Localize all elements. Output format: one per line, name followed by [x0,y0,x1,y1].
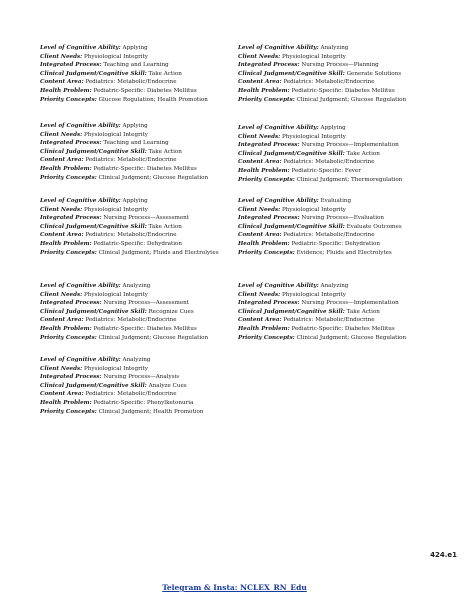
clinical-judgment-line [238,150,434,159]
health-problem-value: Pediatric-Specific: Fever [291,167,361,174]
cognitive-ability-line [238,197,434,206]
health-problem-line [40,325,236,334]
priority-concepts-line [238,249,434,258]
client-needs-line [40,365,236,374]
clinical-judgment-label: Clinical Judgment/Cognitive Skill: [40,148,147,155]
content-area-value: Pediatrics: Metabolic/Endocrine [85,232,177,239]
cognitive-ability-label: Level of Cognitive Ability: [40,45,121,51]
content-area-value: Pediatrics: Metabolic/Endocrine [85,79,177,86]
cognitive-ability-value: Analyzing [320,283,349,289]
priority-concepts-label: Priority Concepts: [40,96,97,103]
integrated-process-line [238,141,434,150]
priority-concepts-value: Clinical Judgment; Thermoregulation [296,176,403,183]
content-area-value: Pediatrics: Metabolic/Endocrine [85,317,177,324]
content-area-label: Content Area: [238,79,282,86]
answer-metadata-block [40,44,236,104]
cognitive-ability-value: Analyzing [122,283,151,289]
integrated-process-label: Integrated Process: [40,374,102,381]
priority-concepts-label: Priority Concepts: [40,249,97,256]
integrated-process-value: Nursing Process—Analysis [103,374,180,381]
integrated-process-value: Teaching and Learning [103,140,169,147]
cognitive-ability-value: Applying [122,198,148,204]
health-problem-value: Pediatric-Specific: Diabetes Mellitus [93,87,197,94]
cognitive-ability-line [40,122,236,131]
cognitive-ability-line [40,356,236,365]
client-needs-value: Physiological Integrity [84,53,148,60]
clinical-judgment-label: Clinical Judgment/Cognitive Skill: [40,382,147,389]
clinical-judgment-line [40,70,236,79]
cognitive-ability-line [40,44,236,53]
integrated-process-line [238,61,434,70]
priority-concepts-value: Clinical Judgment; Glucose Regulation [98,174,209,181]
content-area-value: Pediatrics: Metabolic/Endocrine [283,317,375,324]
integrated-process-line [238,299,434,308]
cognitive-ability-line [238,124,434,133]
priority-concepts-label: Priority Concepts: [238,334,295,341]
health-problem-line [238,325,434,334]
cognitive-ability-value: Analyzing [320,45,349,51]
client-needs-label: Client Needs: [238,291,281,298]
health-problem-line [40,399,236,408]
priority-concepts-value: Clinical Judgment; Glucose Regulation [296,334,407,341]
health-problem-label: Health Problem: [40,240,92,247]
priority-concepts-line [40,249,236,258]
cognitive-ability-label: Level of Cognitive Ability: [40,283,121,289]
content-area-line [40,231,236,240]
integrated-process-value: Teaching and Learning [103,62,169,69]
health-problem-label: Health Problem: [40,325,92,332]
cognitive-ability-line [40,197,236,206]
priority-concepts-line [40,96,236,105]
client-needs-label: Client Needs: [40,53,83,60]
priority-concepts-label: Priority Concepts: [238,96,295,103]
integrated-process-label: Integrated Process: [238,142,300,149]
content-area-line [40,78,236,87]
priority-concepts-value: Clinical Judgment; Fluids and Electrolytes [98,249,219,256]
answer-metadata-block [238,197,434,257]
integrated-process-value: Nursing Process—Implementation [301,142,399,149]
priority-concepts-line [238,176,434,185]
client-needs-value: Physiological Integrity [282,206,346,213]
health-problem-value: Pediatric-Specific: Diabetes Mellitus [291,325,395,332]
clinical-judgment-line [40,223,236,232]
clinical-judgment-value: Take Action [346,150,380,157]
health-problem-line [40,87,236,96]
client-needs-label: Client Needs: [40,206,83,213]
clinical-judgment-value: Evaluate Outcomes [346,223,402,230]
health-problem-value: Pediatric-Specific: Diabetes Mellitus [93,165,197,172]
clinical-judgment-line [40,382,236,391]
cognitive-ability-label: Level of Cognitive Ability: [238,283,319,289]
priority-concepts-label: Priority Concepts: [40,334,97,341]
health-problem-label: Health Problem: [238,325,290,332]
clinical-judgment-value: Take Action [148,223,182,230]
client-needs-label: Client Needs: [40,365,83,372]
priority-concepts-label: Priority Concepts: [40,408,97,415]
integrated-process-label: Integrated Process: [40,300,102,307]
integrated-process-line [40,139,236,148]
client-needs-label: Client Needs: [238,206,281,213]
integrated-process-line [40,214,236,223]
health-problem-value: Pediatric-Specific: Phenylketonuria [93,399,194,406]
clinical-judgment-value: Analyze Cues [148,382,187,389]
client-needs-value: Physiological Integrity [84,291,148,298]
integrated-process-value: Nursing Process—Assessment [103,300,189,307]
health-problem-line [238,167,434,176]
health-problem-line [40,165,236,174]
priority-concepts-line [40,408,236,417]
clinical-judgment-value: Take Action [148,70,182,77]
priority-concepts-label: Priority Concepts: [238,176,295,183]
clinical-judgment-value: Recognize Cues [148,308,194,315]
health-problem-value: Pediatric-Specific: Diabetes Mellitus [93,325,197,332]
clinical-judgment-label: Clinical Judgment/Cognitive Skill: [238,308,345,315]
integrated-process-line [238,214,434,223]
health-problem-line [238,240,434,249]
content-area-line [238,316,434,325]
health-problem-label: Health Problem: [238,167,290,174]
clinical-judgment-label: Clinical Judgment/Cognitive Skill: [40,308,147,315]
client-needs-label: Client Needs: [40,131,83,138]
integrated-process-label: Integrated Process: [238,300,300,307]
clinical-judgment-line [40,148,236,157]
cognitive-ability-line [40,282,236,291]
cognitive-ability-value: Applying [320,125,346,131]
clinical-judgment-value: Generate Solutions [346,70,402,77]
cognitive-ability-line [238,44,434,53]
health-problem-label: Health Problem: [40,165,92,172]
integrated-process-value: Nursing Process—Assessment [103,215,189,222]
priority-concepts-line [40,334,236,343]
client-needs-value: Physiological Integrity [84,131,148,138]
health-problem-value: Pediatric-Specific: Dehydration [291,240,381,247]
answer-metadata-block [40,122,236,182]
content-area-value: Pediatrics: Metabolic/Endocrine [85,157,177,164]
client-needs-label: Client Needs: [40,291,83,298]
cognitive-ability-label: Level of Cognitive Ability: [238,125,319,131]
client-needs-line [40,206,236,215]
priority-concepts-value: Clinical Judgment; Glucose Regulation [98,334,209,341]
priority-concepts-label: Priority Concepts: [40,174,97,181]
clinical-judgment-value: Take Action [148,148,182,155]
integrated-process-label: Integrated Process: [238,215,300,222]
integrated-process-label: Integrated Process: [238,62,300,69]
cognitive-ability-label: Level of Cognitive Ability: [238,45,319,51]
priority-concepts-value: Evidence; Fluids and Electrolytes [296,249,392,256]
health-problem-value: Pediatric-Specific: Dehydration [93,240,183,247]
answer-metadata-block [40,282,236,342]
content-area-line [238,158,434,167]
cognitive-ability-label: Level of Cognitive Ability: [40,198,121,204]
cognitive-ability-label: Level of Cognitive Ability: [40,357,121,363]
clinical-judgment-label: Clinical Judgment/Cognitive Skill: [40,70,147,77]
content-area-label: Content Area: [40,157,84,164]
content-area-label: Content Area: [238,159,282,166]
answer-metadata-block [238,282,434,342]
content-area-line [40,156,236,165]
integrated-process-value: Nursing Process—Planning [301,62,379,69]
client-needs-line [238,133,434,142]
clinical-judgment-line [238,308,434,317]
client-needs-line [40,291,236,300]
health-problem-line [40,240,236,249]
health-problem-line [238,87,434,96]
priority-concepts-line [40,174,236,183]
content-area-label: Content Area: [40,232,84,239]
client-needs-value: Physiological Integrity [84,206,148,213]
cognitive-ability-line [238,282,434,291]
integrated-process-label: Integrated Process: [40,215,102,222]
client-needs-value: Physiological Integrity [84,365,148,372]
integrated-process-label: Integrated Process: [40,62,102,69]
health-problem-label: Health Problem: [238,240,290,247]
footer-link[interactable]: Telegram & Insta: NCLEX_RN_Edu [162,583,307,592]
client-needs-line [238,291,434,300]
priority-concepts-line [238,334,434,343]
client-needs-line [238,206,434,215]
priority-concepts-label: Priority Concepts: [238,249,295,256]
clinical-judgment-label: Clinical Judgment/Cognitive Skill: [238,70,345,77]
priority-concepts-value: Clinical Judgment; Health Promotion [98,408,204,415]
content-area-line [40,390,236,399]
content-area-line [238,231,434,240]
cognitive-ability-label: Level of Cognitive Ability: [238,198,319,204]
priority-concepts-line [238,96,434,105]
content-area-label: Content Area: [238,317,282,324]
answer-metadata-block [238,124,434,184]
clinical-judgment-line [238,70,434,79]
integrated-process-line [40,299,236,308]
client-needs-line [40,131,236,140]
content-area-value: Pediatrics: Metabolic/Endocrine [85,391,177,398]
client-needs-value: Physiological Integrity [282,53,346,60]
health-problem-label: Health Problem: [40,87,92,94]
content-area-label: Content Area: [40,317,84,324]
client-needs-value: Physiological Integrity [282,133,346,140]
health-problem-value: Pediatric-Specific: Diabetes Mellitus [291,87,395,94]
client-needs-line [40,53,236,62]
priority-concepts-value: Clinical Judgment; Glucose Regulation [296,96,407,103]
content-area-value: Pediatrics: Metabolic/Endocrine [283,159,375,166]
cognitive-ability-value: Evaluating [320,198,352,204]
integrated-process-label: Integrated Process: [40,140,102,147]
integrated-process-value: Nursing Process—Implementation [301,300,399,307]
clinical-judgment-value: Take Action [346,308,380,315]
health-problem-label: Health Problem: [40,399,92,406]
integrated-process-line [40,61,236,70]
cognitive-ability-value: Analyzing [122,357,151,363]
answer-metadata-block [238,44,434,104]
integrated-process-line [40,373,236,382]
cognitive-ability-value: Applying [122,45,148,51]
content-area-value: Pediatrics: Metabolic/Endocrine [283,232,375,239]
page-number: 424.e1 [430,551,457,559]
client-needs-label: Client Needs: [238,133,281,140]
health-problem-label: Health Problem: [238,87,290,94]
cognitive-ability-label: Level of Cognitive Ability: [40,123,121,129]
content-area-line [238,78,434,87]
integrated-process-value: Nursing Process—Evaluation [301,215,385,222]
client-needs-label: Client Needs: [238,53,281,60]
client-needs-line [238,53,434,62]
content-area-value: Pediatrics: Metabolic/Endocrine [283,79,375,86]
clinical-judgment-line [40,308,236,317]
content-area-label: Content Area: [40,79,84,86]
priority-concepts-value: Glucose Regulation; Health Promotion [98,96,208,103]
answer-metadata-block [40,197,236,257]
clinical-judgment-label: Clinical Judgment/Cognitive Skill: [238,150,345,157]
cognitive-ability-value: Applying [122,123,148,129]
content-area-label: Content Area: [238,232,282,239]
answer-metadata-block [40,356,236,416]
clinical-judgment-line [238,223,434,232]
clinical-judgment-label: Clinical Judgment/Cognitive Skill: [238,223,345,230]
content-area-line [40,316,236,325]
clinical-judgment-label: Clinical Judgment/Cognitive Skill: [40,223,147,230]
client-needs-value: Physiological Integrity [282,291,346,298]
content-area-label: Content Area: [40,391,84,398]
